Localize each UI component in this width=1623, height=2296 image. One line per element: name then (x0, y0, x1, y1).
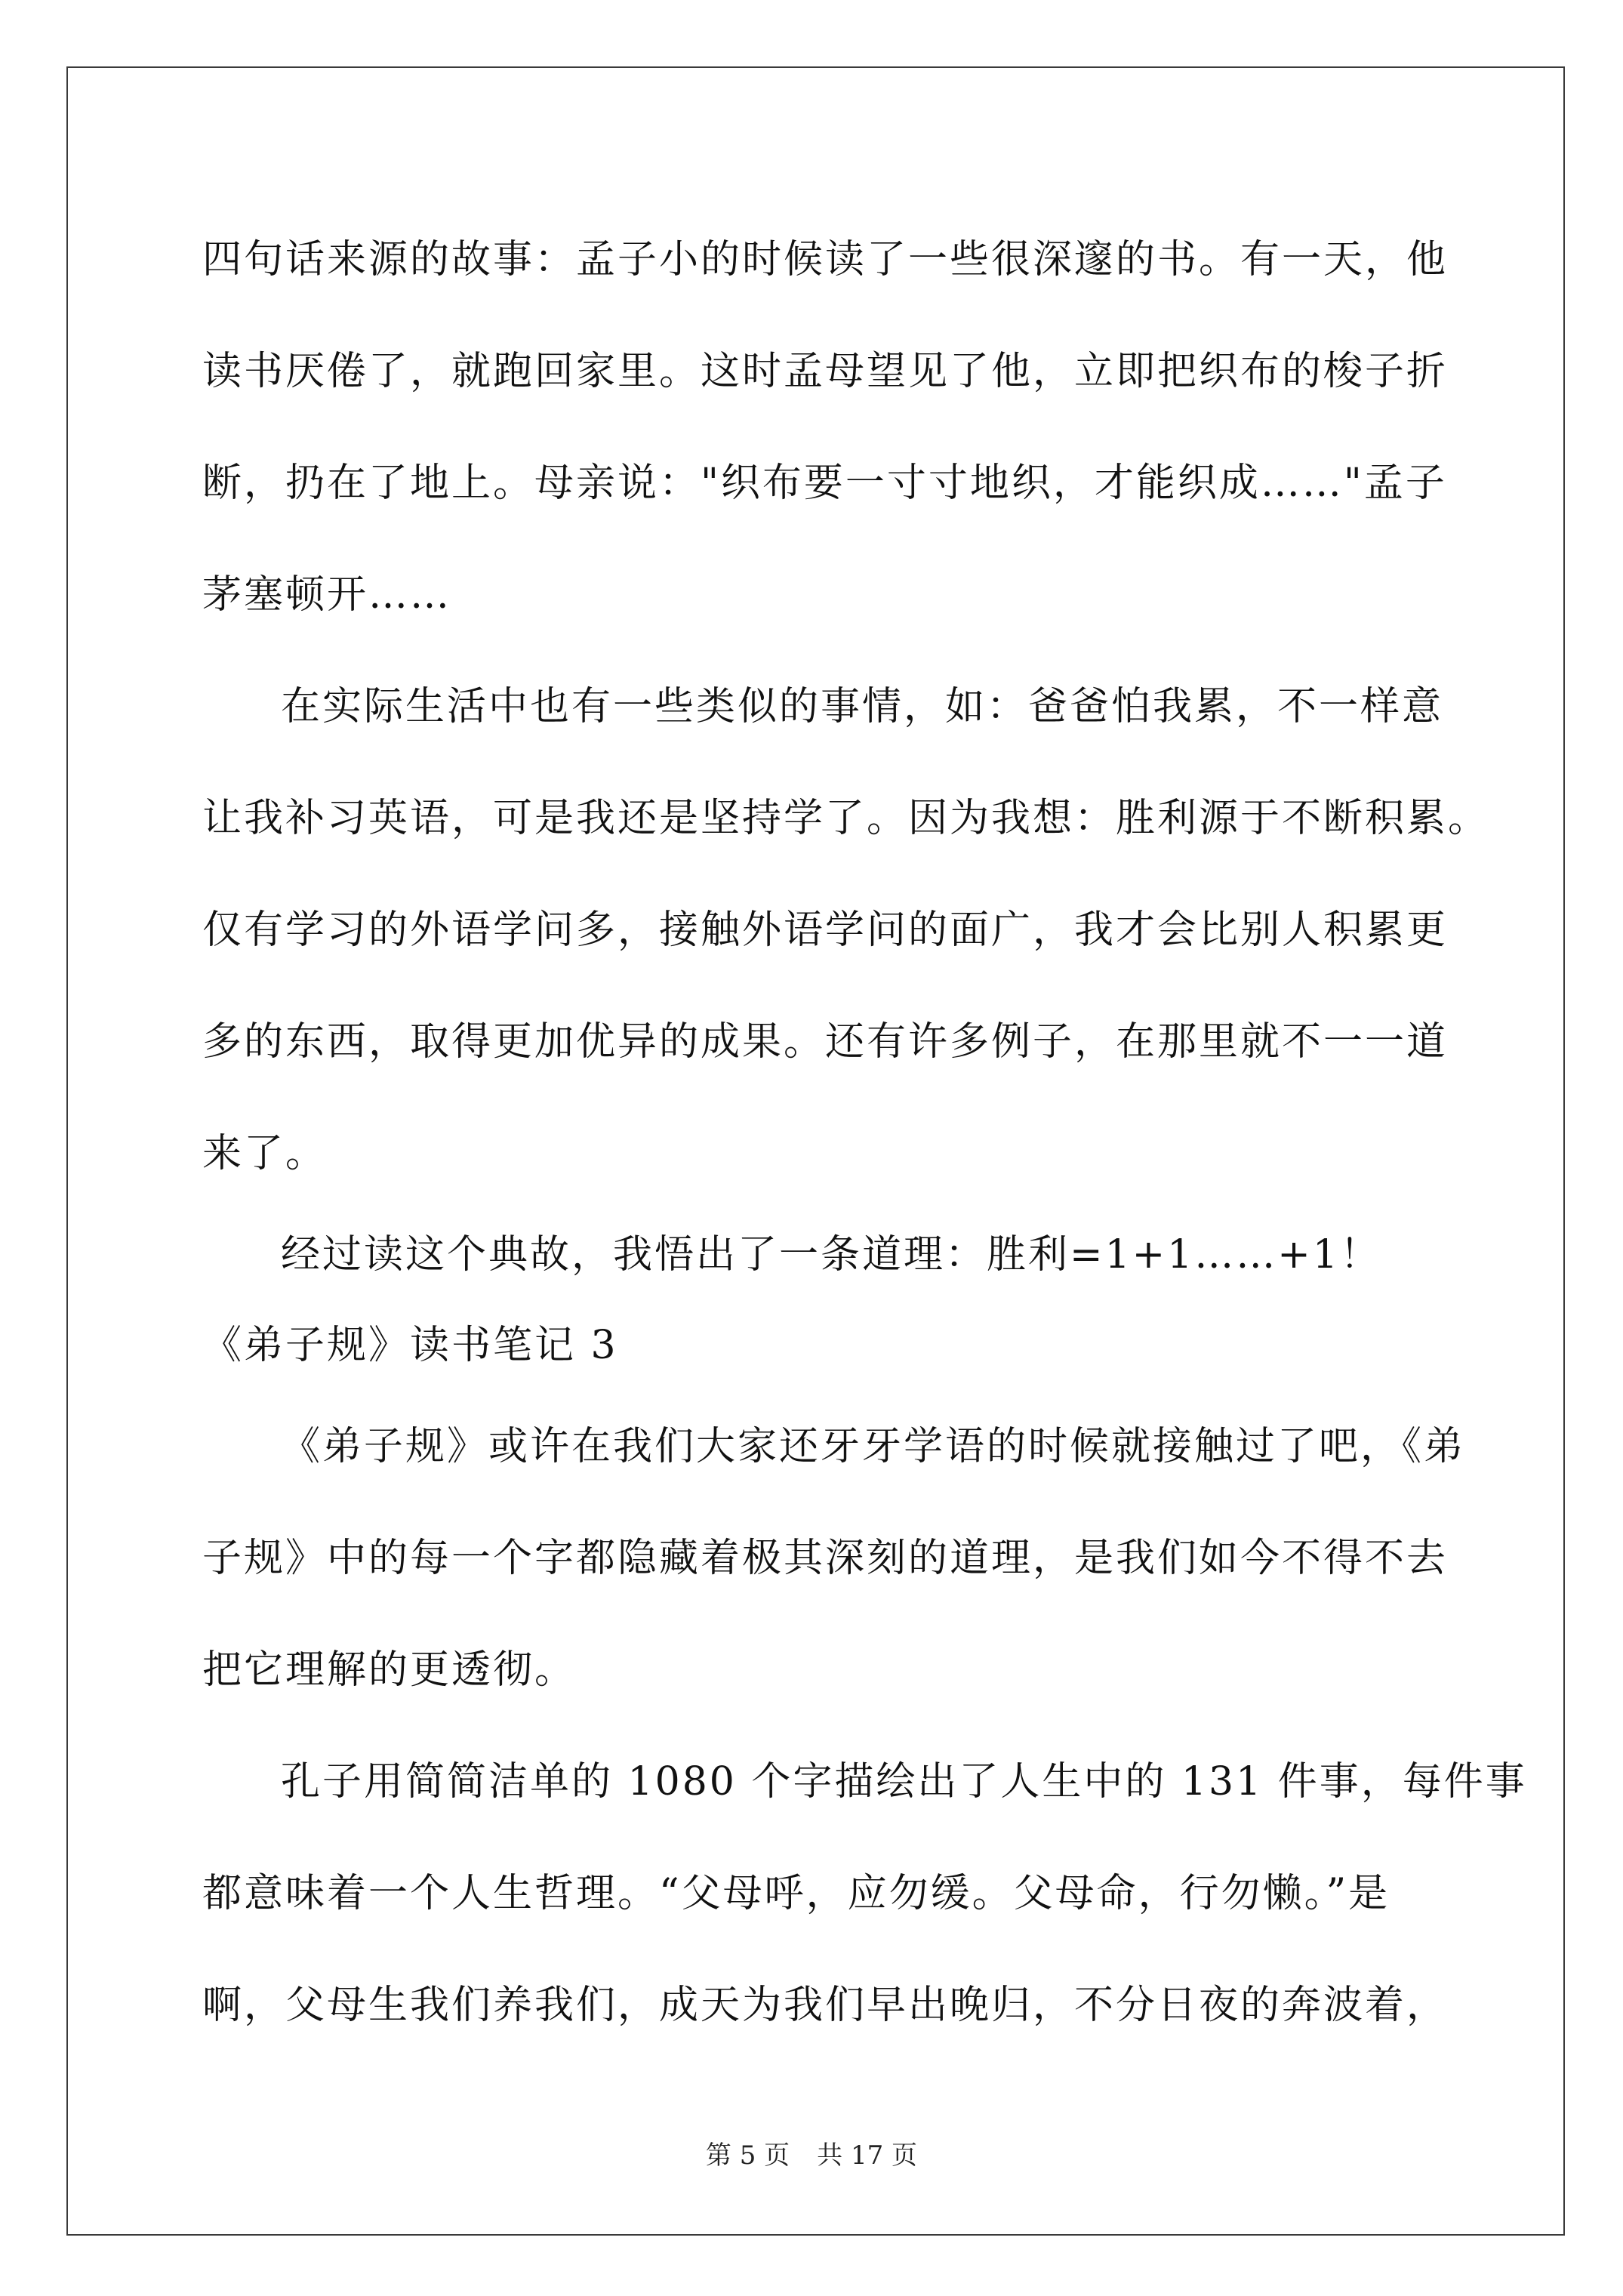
text-line: 茅塞顿开…… (202, 572, 452, 618)
section-heading: 《弟子规》读书笔记 3 (202, 1323, 618, 1368)
paragraph-real-life (202, 651, 1490, 1210)
paragraph-dizigui-intro (202, 1391, 1478, 1726)
text-line: 《弟子规》或许在我们大家还牙牙学语的时候就接触过了吧，《弟 (281, 1424, 1466, 1469)
page-number-current: 第 5 页 (705, 2140, 790, 2171)
page-number-total: 共 17 页 (817, 2140, 918, 2171)
text-line: 读书厌倦了，就跑回家里。这时孟母望见了他，立即把织布的梭子折 (202, 349, 1449, 394)
text-line: 啊，父母生我们养我们，成天为我们早出晚归，不分日夜的奔波着， (202, 1983, 1449, 2028)
text-line: 经过读这个典故，我悟出了一条道理：胜利=1+1……+1！ (281, 1232, 1381, 1277)
text-line: 孔子用简简洁单的 1080 个字描绘出了人生中的 131 件事，每件事 (281, 1759, 1527, 1804)
text-line: 让我补习英语，可是我还是坚持学了。因为我想：胜利源于不断积累。 (202, 796, 1490, 841)
text-line: 都意味着一个人生哲理。“父母呼，应勿缓。父母命，行勿懒。”是 (202, 1871, 1390, 1916)
document-body (202, 204, 1527, 2061)
paragraph-dizigui-content (202, 1726, 1527, 2061)
text-line: 仅有学习的外语学问多，接触外语学问的面广，我才会比别人积累更 (202, 908, 1449, 953)
paragraph-story (202, 204, 1478, 651)
page-footer (0, 2140, 1623, 2171)
text-line: 在实际生活中也有一些类似的事情，如：爸爸怕我累，不一样意 (281, 684, 1444, 729)
paragraph-conclusion (202, 1210, 1478, 1300)
text-line: 来了。 (202, 1131, 328, 1176)
text-line: 把它理解的更透彻。 (202, 1647, 577, 1693)
text-line: 四句话来源的故事：孟子小的时候读了一些很深邃的书。有一天，他 (202, 237, 1449, 282)
text-line: 断，扔在了地上。母亲说："织布要一寸寸地织，才能织成……"孟子 (202, 461, 1447, 506)
text-line: 子规》中的每一个字都隐藏着极其深刻的道理，是我们如今不得不去 (202, 1536, 1449, 1581)
text-line: 多的东西，取得更加优异的成果。还有许多例子，在那里就不一一道 (202, 1019, 1449, 1065)
